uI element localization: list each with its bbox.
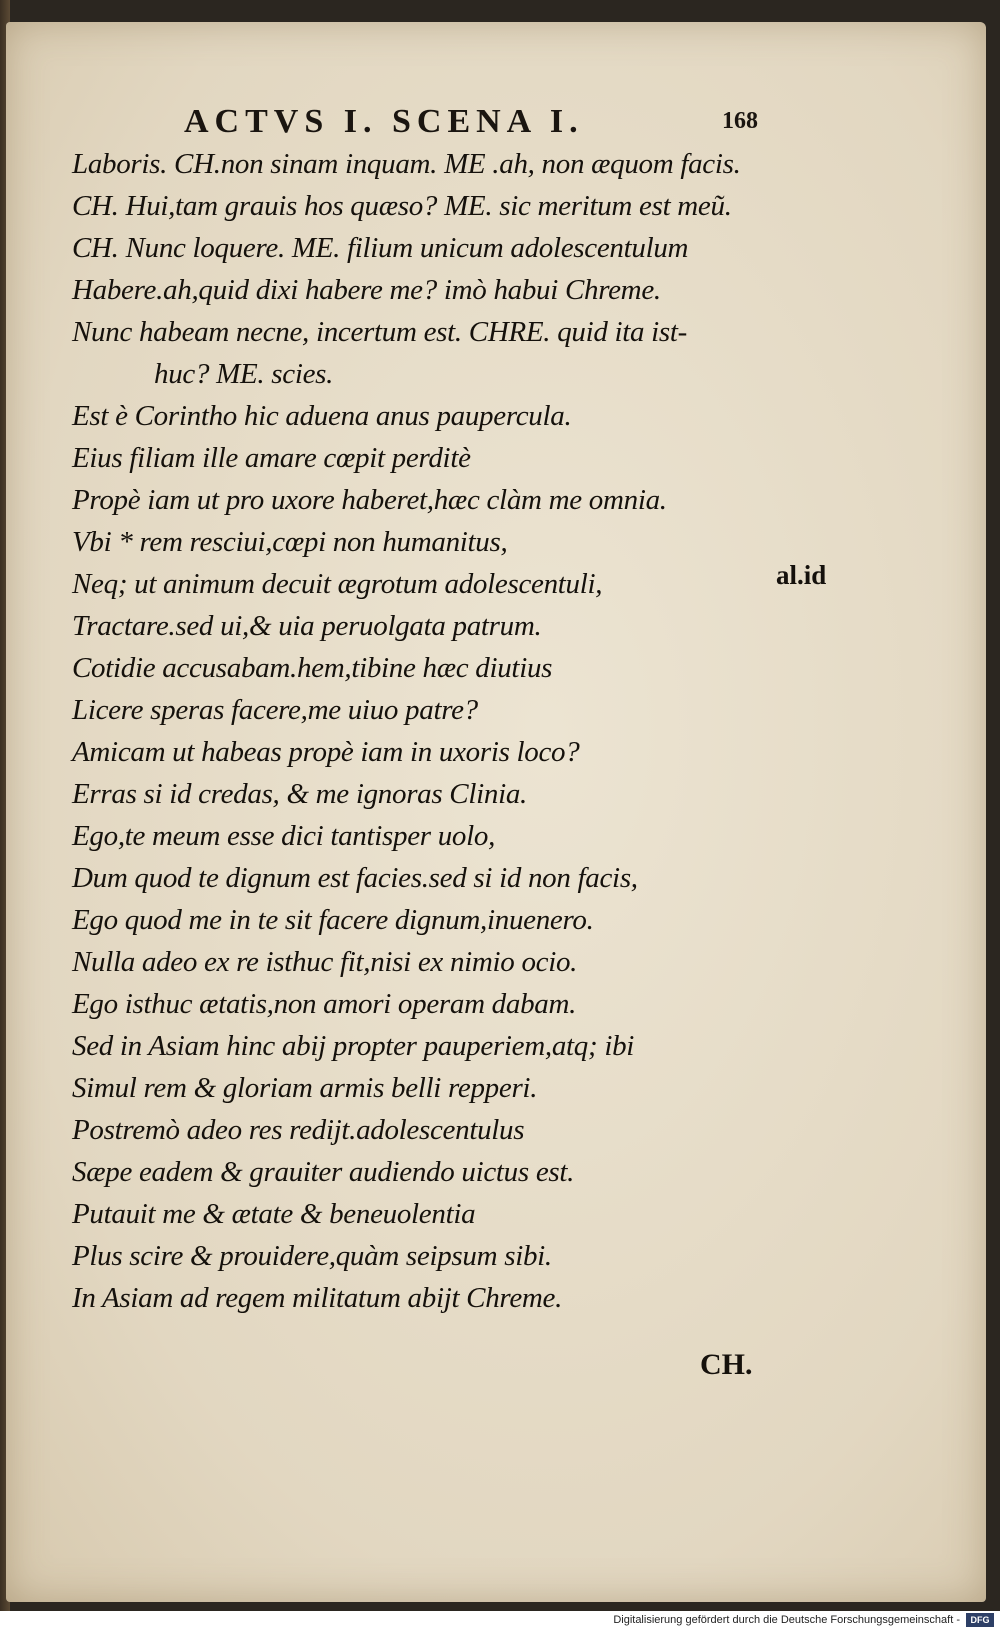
text-line: Nulla adeo ex re isthuc fit,nisi ex nimio ocio. (72, 946, 578, 978)
text-line: Ego quod me in te sit facere dignum,inuenero. (72, 904, 594, 936)
text-line: Est è Corintho hic aduena anus paupercula. (72, 400, 572, 432)
text-line: Propè iam ut pro uxore haberet,hæc clàm me omnia. (72, 484, 667, 516)
text-line: Erras si id credas, & me ignoras Clinia. (72, 778, 527, 810)
text-line: Licere speras facere,me uiuo patre? (72, 694, 478, 726)
text-line: Vbi * rem resciui,cœpi non humanitus, (72, 526, 508, 558)
text-line: Plus scire & prouidere,quàm seipsum sibi. (72, 1240, 552, 1272)
text-line: Laboris. CH.non sinam inquam. ME .ah, non æquom facis. (72, 148, 741, 180)
text-line: Ego isthuc ætatis,non amori operam dabam. (72, 988, 577, 1020)
catchword: CH. (700, 1348, 753, 1381)
text-line: Putauit me & ætate & beneuolentia (72, 1198, 476, 1230)
text-line: Sed in Asiam hinc abij propter pauperiem,atq; ibi (72, 1030, 635, 1062)
running-head: ACTVS I. SCENA I. (184, 103, 584, 140)
folio-number: 168 (722, 108, 758, 134)
text-line: Ego,te meum esse dici tantisper uolo, (72, 820, 496, 852)
text-line: CH. Hui,tam grauis hos quæso? ME. sic meritum est meũ. (72, 190, 732, 222)
text-line: Nunc habeam necne, incertum est. CHRE. quid ita ist- (72, 316, 688, 348)
text-line: Sæpe eadem & grauiter audiendo uictus est. (72, 1156, 575, 1188)
text-line: Amicam ut habeas propè iam in uxoris loco? (72, 736, 580, 768)
text-line: Cotidie accusabam.hem,tibine hæc diutius (72, 652, 553, 684)
dfg-logo-icon: DFG (966, 1613, 994, 1627)
text-line: Postremò adeo res redijt.adolescentulus (72, 1114, 525, 1146)
footer-bar (0, 1611, 1000, 1631)
text-line: Simul rem & gloriam armis belli repperi. (72, 1072, 538, 1104)
text-line: Tractare.sed ui,& uia peruolgata patrum. (72, 610, 542, 642)
text-line: Dum quod te dignum est facies.sed si id non facis, (72, 862, 638, 894)
text-line: huc? ME. scies. (154, 358, 334, 390)
text-line: In Asiam ad regem militatum abijt Chreme. (72, 1282, 563, 1314)
text-line: Eius filiam ille amare cœpit perditè (72, 442, 471, 474)
text-line: Neq; ut animum decuit ægrotum adolescentuli, (72, 568, 603, 600)
footer-credit: Digitalisierung gefördert durch die Deutsche Forschungsgemeinschaft - (613, 1614, 960, 1626)
text-line: CH. Nunc loquere. ME. filium unicum adolescentulum (72, 232, 689, 264)
margin-note: al.id (776, 560, 827, 590)
text-line: Habere.ah,quid dixi habere me? imò habui Chreme. (72, 274, 661, 306)
